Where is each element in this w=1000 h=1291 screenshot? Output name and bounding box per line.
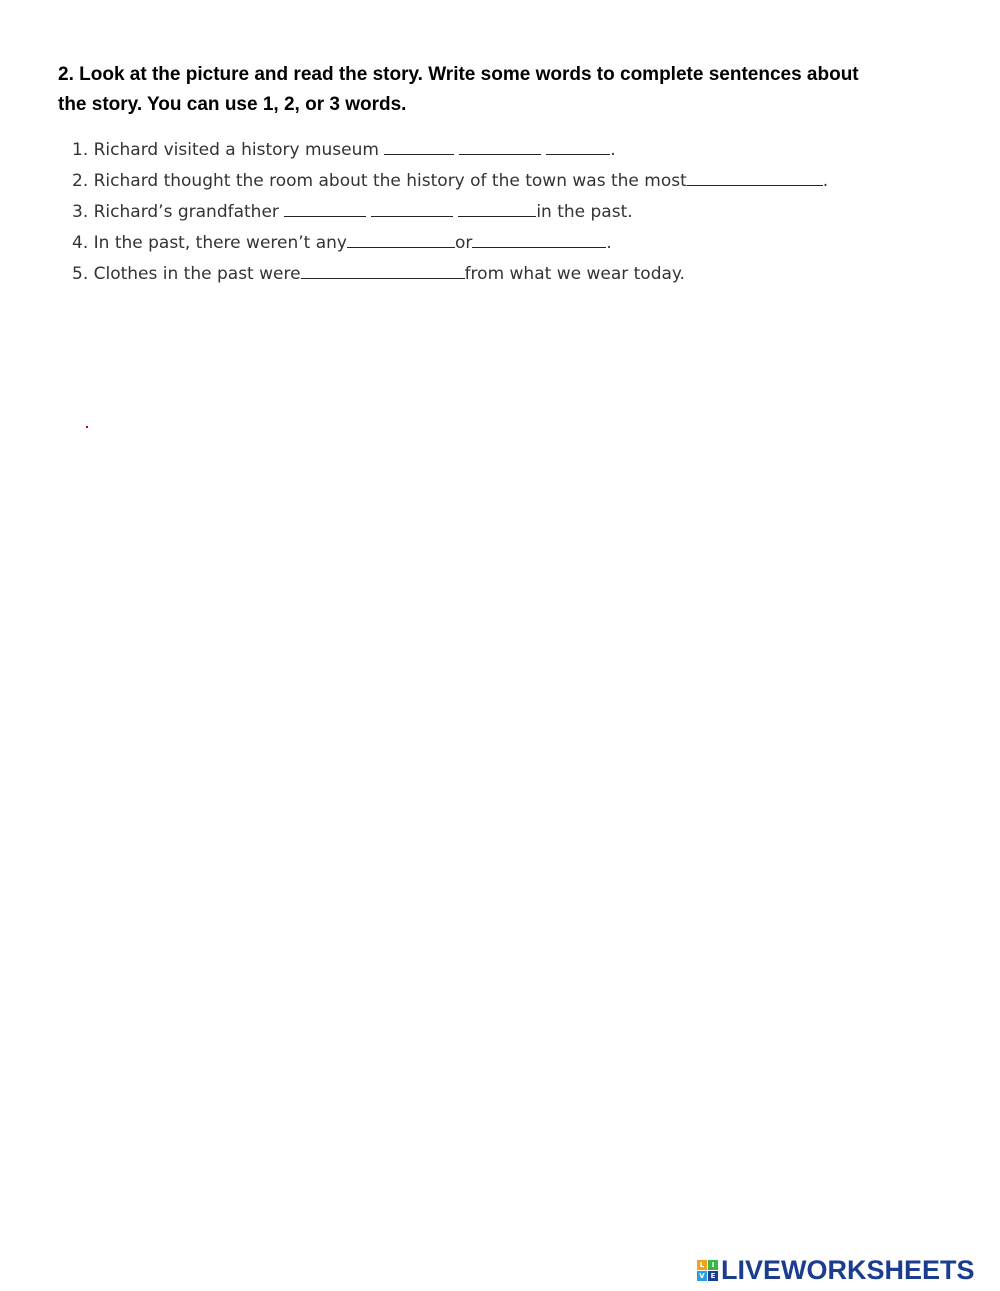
answer-blank[interactable] [301, 260, 465, 279]
question-4-text: 4. In the past, there weren’t any [72, 233, 347, 253]
answer-blank[interactable] [347, 229, 455, 248]
answer-blank[interactable] [284, 198, 366, 217]
answer-blank[interactable] [687, 167, 823, 186]
logo-block: L [697, 1260, 707, 1270]
answer-blank[interactable] [384, 136, 454, 155]
instructions-line-2: the story. You can use 1, 2, or 3 words. [58, 94, 407, 115]
question-2 [72, 167, 952, 198]
logo-block: V [697, 1271, 707, 1281]
answer-blank[interactable] [546, 136, 610, 155]
logo-icon [697, 1260, 718, 1281]
instructions [58, 60, 938, 120]
question-5-text: 5. Clothes in the past were [72, 264, 301, 284]
question-1-end: . [610, 140, 616, 160]
logo-block: I [708, 1260, 718, 1270]
liveworksheets-logo [697, 1255, 975, 1285]
question-4-end: . [606, 233, 612, 253]
question-3-text: 3. Richard’s grandfather [72, 202, 285, 222]
logo-block: E [708, 1271, 718, 1281]
question-3 [72, 198, 952, 229]
question-5-end: from what we wear today. [464, 264, 685, 284]
question-3-end: in the past. [536, 202, 633, 222]
question-4 [72, 229, 952, 260]
answer-blank[interactable] [472, 229, 606, 248]
answer-blank[interactable] [458, 198, 536, 217]
question-5 [72, 260, 952, 291]
question-4-middle: or [454, 233, 473, 253]
answer-blank[interactable] [459, 136, 541, 155]
question-1-text: 1. Richard visited a history museum [72, 140, 385, 160]
instructions-line-1: 2. Look at the picture and read the story. Write some words to complete sentences about [58, 64, 859, 85]
red-dot [86, 426, 88, 428]
question-2-text: 2. Richard thought the room about the history of the town was the most [72, 171, 687, 191]
question-1 [72, 136, 952, 167]
answer-blank[interactable] [371, 198, 453, 217]
questions-list [72, 136, 952, 291]
logo-text: LIVEWORKSHEETS [721, 1254, 975, 1285]
question-2-end: . [822, 171, 829, 191]
